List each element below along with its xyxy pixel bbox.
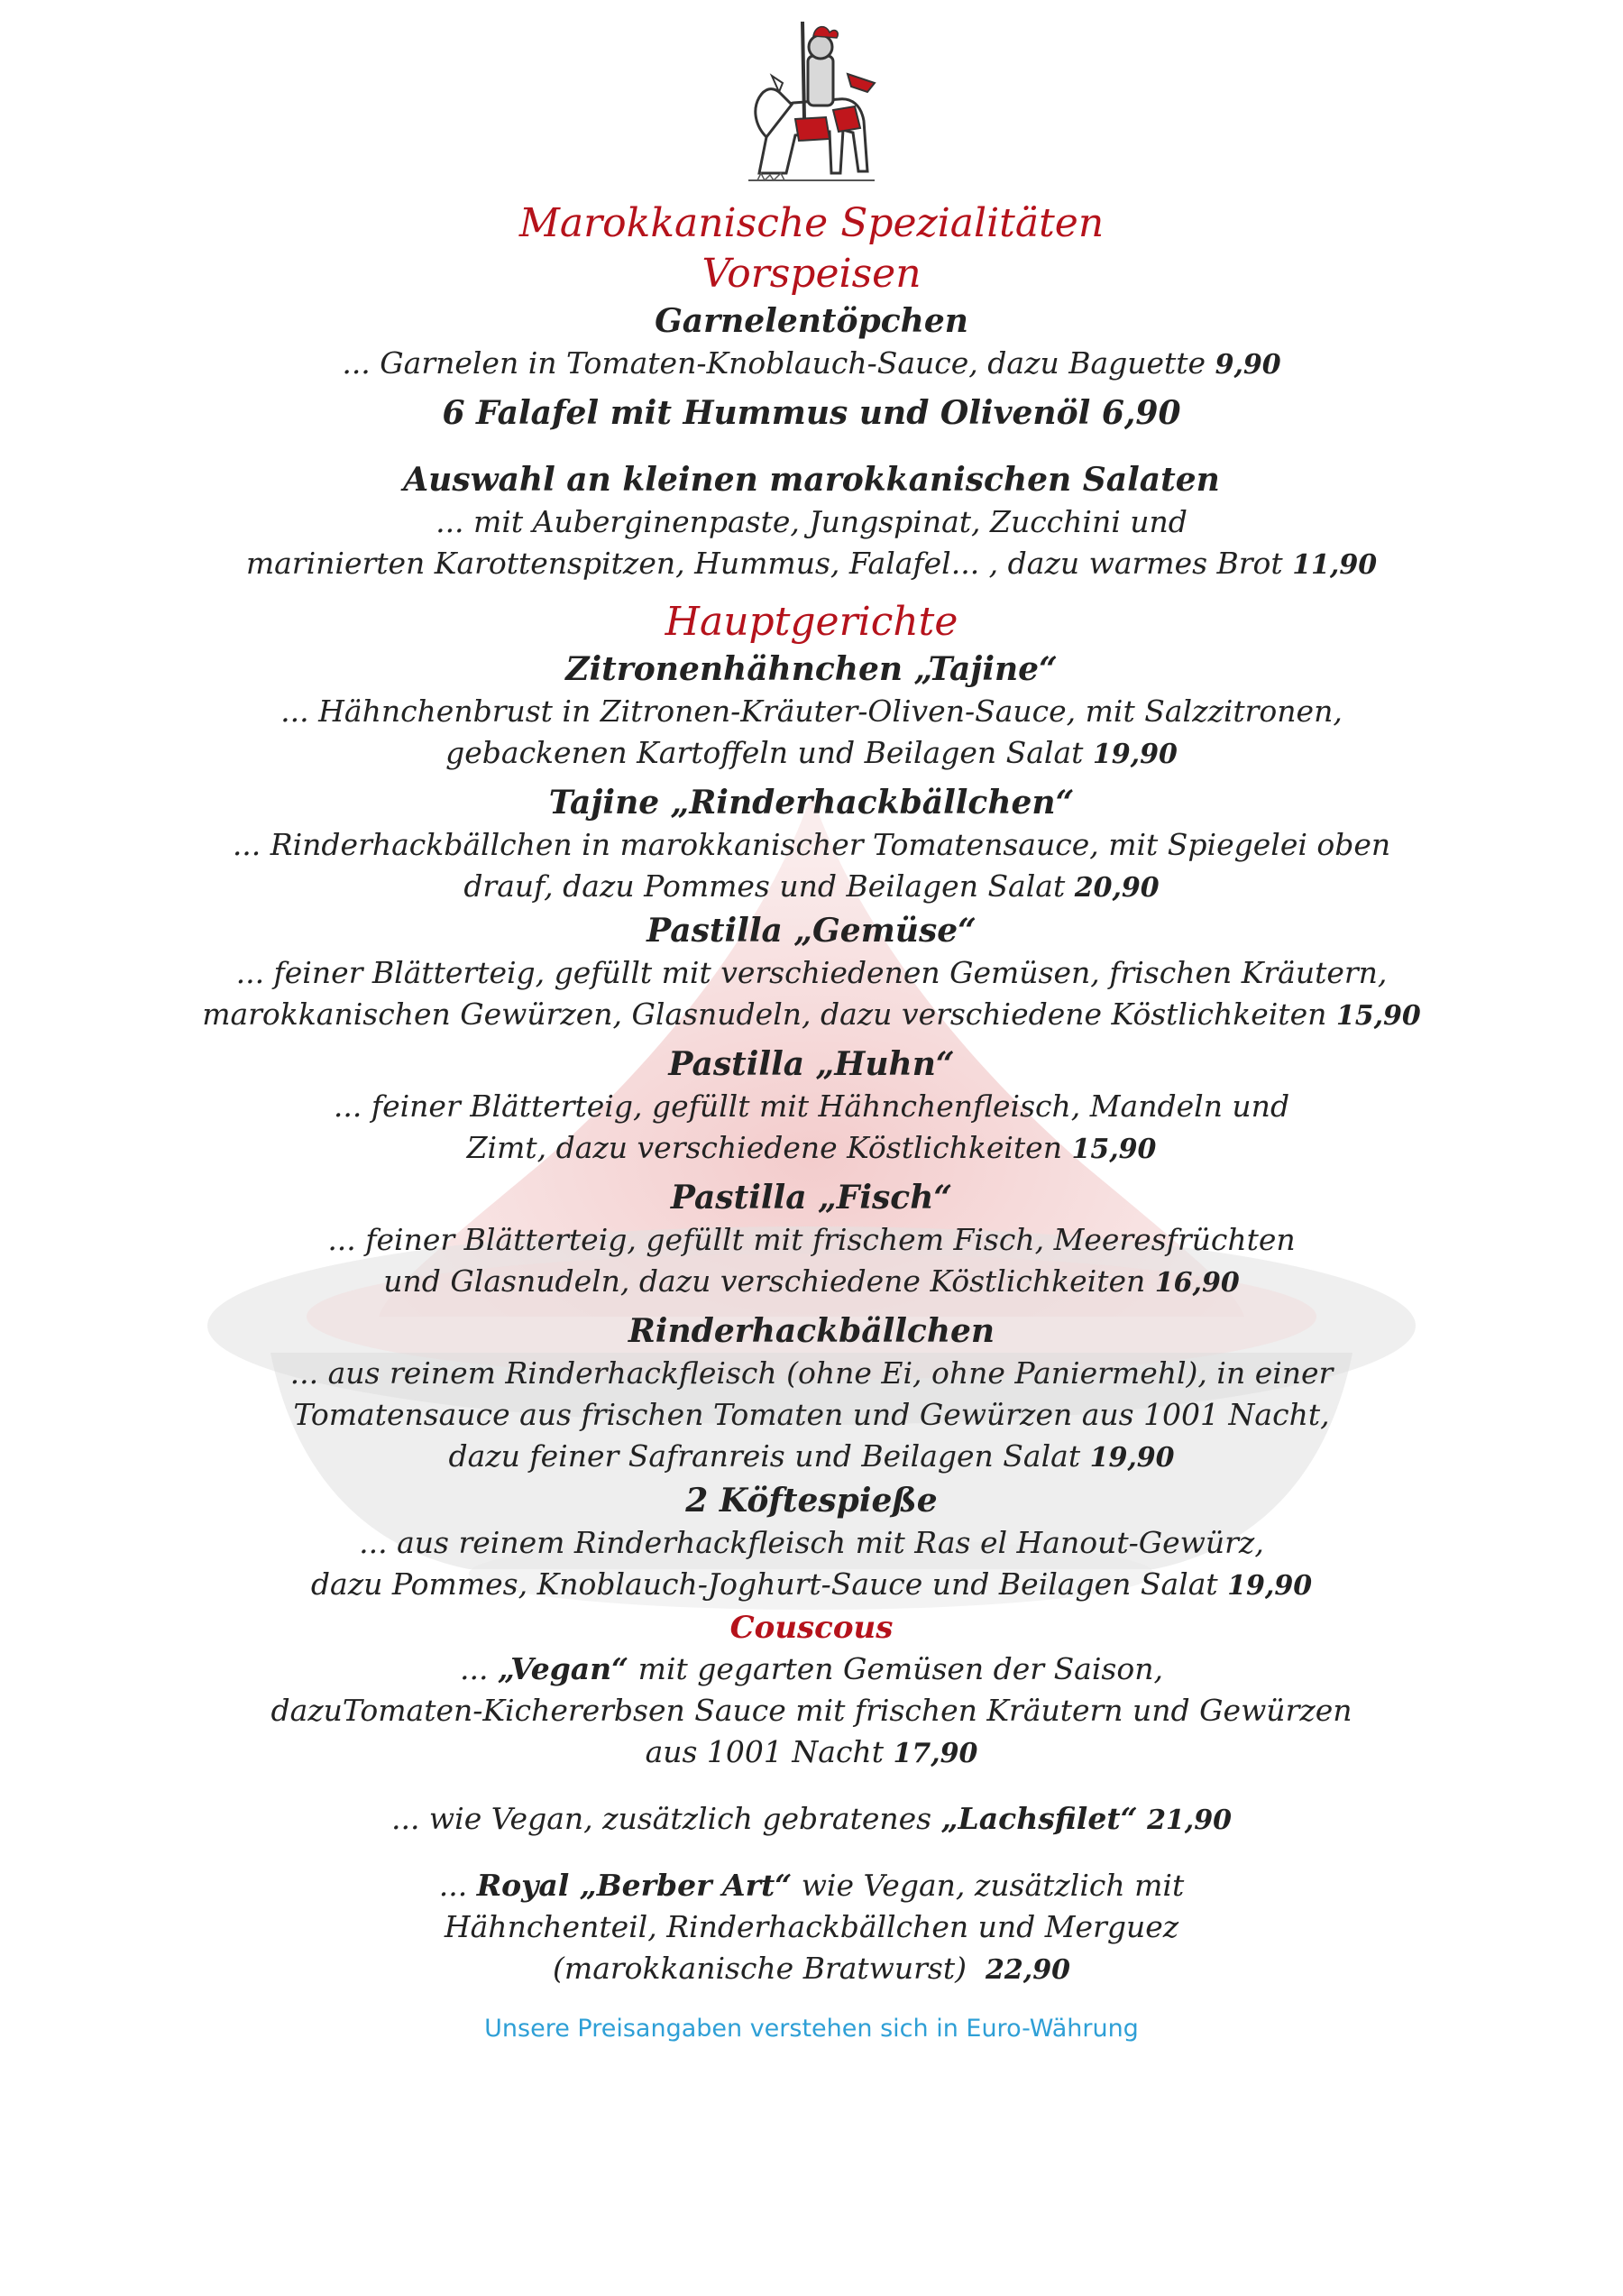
dish-description: marokkanischen Gewürzen, Glasnudeln, dazu verschiedene Köstlichkeiten 15,90 <box>202 996 1421 1032</box>
dish-description: dazu feiner Safranreis und Beilagen Salat 19,90 <box>448 1438 1175 1474</box>
dish-description: Hähnchenteil, Rinderhackbällchen und Merguez <box>444 1909 1179 1944</box>
dish-description: ... aus reinem Rinderhackfleisch (ohne Ei, ohne Paniermehl), in einer <box>289 1355 1334 1391</box>
dish-name: Tajine „Rinderhackbällchen“ <box>548 784 1075 822</box>
dish-description: ... feiner Blätterteig, gefüllt mit Hähnchenfleisch, Mandeln und <box>333 1088 1290 1124</box>
dish-description: ... aus reinem Rinderhackfleisch mit Ras el Hanout-Gewürz, <box>359 1525 1264 1560</box>
dish-name: Pastilla „Huhn“ <box>668 1045 955 1083</box>
dish-description: ... mit Auberginenpaste, Jungspinat, Zucchini und <box>436 504 1187 539</box>
menu-title: Marokkanische Spezialitäten <box>518 200 1105 246</box>
couscous-royal: ... Royal „Berber Art“ wie Vegan, zusätzlich mit <box>438 1868 1185 1903</box>
starters-heading: Vorspeisen <box>701 251 922 297</box>
dish-description: Tomatensauce aus frischen Tomaten und Gewürzen aus 1001 Nacht, <box>293 1397 1330 1432</box>
menu-content <box>0 198 1623 2071</box>
dish-description: Zimt, dazu verschiedene Köstlichkeiten 15,90 <box>466 1130 1157 1165</box>
dish-description: dazuTomaten-Kichererbsen Sauce mit frischen Kräutern und Gewürzen <box>270 1693 1352 1728</box>
dish-name: Zitronenhähnchen „Tajine“ <box>565 650 1058 688</box>
dish-description: (marokkanische Bratwurst) 22,90 <box>553 1951 1070 1986</box>
dish-description: ... Rinderhackbällchen in marokkanischer Tomatensauce, mit Spiegelei oben <box>232 827 1391 862</box>
dish-price: 17,90 <box>893 1738 978 1769</box>
dish-name: Garnelentöpchen <box>655 302 968 340</box>
dish-description: ... Garnelen in Tomaten-Knoblauch-Sauce, dazu Baguette 9,90 <box>342 345 1281 381</box>
dish-price: 21,90 <box>1147 1805 1233 1836</box>
dish-price: 15,90 <box>1071 1134 1157 1165</box>
dish-name: Rinderhackbällchen <box>628 1312 995 1350</box>
couscous-vegan: ... „Vegan“ mit gegarten Gemüsen der Saison, <box>460 1651 1163 1686</box>
dish-description: marinierten Karottenspitzen, Hummus, Falafel... , dazu warmes Brot 11,90 <box>245 546 1378 581</box>
dish-name: Pastilla „Gemüse“ <box>646 912 977 950</box>
dish-name: 6 Falafel mit Hummus und Olivenöl 6,90 <box>442 394 1181 432</box>
dish-description: drauf, dazu Pommes und Beilagen Salat 20,90 <box>463 868 1160 904</box>
dish-name: Pastilla „Fisch“ <box>670 1179 953 1217</box>
dish-description: ... feiner Blätterteig, gefüllt mit verschiedenen Gemüsen, frischen Kräutern, <box>235 955 1388 990</box>
currency-note: Unsere Preisangaben verstehen sich in Euro-Währung <box>484 2015 1139 2043</box>
dish-name: Auswahl an kleinen marokkanischen Salaten <box>403 461 1220 499</box>
dish-price: 22,90 <box>986 1954 1070 1986</box>
dish-description: ... feiner Blätterteig, gefüllt mit frischem Fisch, Meeresfrüchten <box>327 1222 1296 1257</box>
dish-price: 19,90 <box>1227 1570 1313 1602</box>
dish-description: ... Hähnchenbrust in Zitronen-Kräuter-Oliven-Sauce, mit Salzzitronen, <box>280 693 1343 729</box>
couscous-lachs: ... wie Vegan, zusätzlich gebratenes „Lachsfilet“ 21,90 <box>390 1801 1233 1836</box>
dish-price: 19,90 <box>1092 739 1178 770</box>
dish-name: 2 Köftespieße <box>685 1482 938 1520</box>
dish-description: und Glasnudeln, dazu verschiedene Köstlichkeiten 16,90 <box>383 1263 1240 1299</box>
dish-price: 16,90 <box>1154 1267 1240 1299</box>
dish-name: „Vegan“ <box>498 1651 629 1686</box>
knight-logo <box>739 20 884 191</box>
dish-price: 9,90 <box>1215 349 1281 381</box>
dish-name: „Lachsfilet“ <box>940 1801 1138 1836</box>
dish-description: aus 1001 Nacht 17,90 <box>645 1734 978 1769</box>
couscous-heading: Couscous <box>729 1610 894 1646</box>
dish-description: dazu Pommes, Knoblauch-Joghurt-Sauce und Beilagen Salat 19,90 <box>310 1566 1313 1602</box>
dish-description: gebackenen Kartoffeln und Beilagen Salat 19,90 <box>445 735 1178 770</box>
dish-price: 15,90 <box>1335 1000 1421 1032</box>
dish-price: 11,90 <box>1292 549 1378 581</box>
dish-price: 19,90 <box>1089 1442 1175 1474</box>
dish-name: Royal „Berber Art“ <box>476 1868 793 1903</box>
mains-heading: Hauptgerichte <box>665 599 958 645</box>
dish-price: 20,90 <box>1074 872 1160 904</box>
